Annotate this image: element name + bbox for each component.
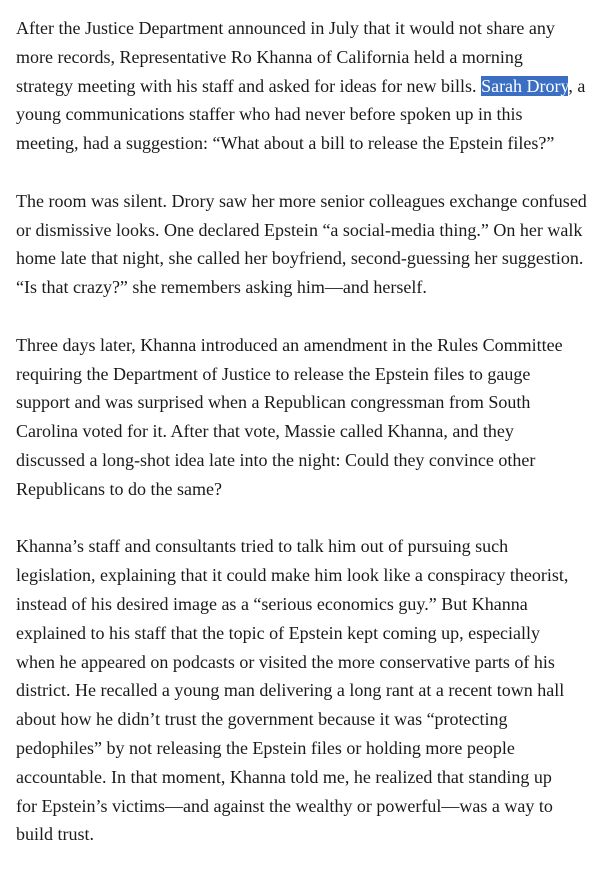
paragraph-4 bbox=[16, 532, 612, 849]
text-line: legislation, explaining that it could make him look like a conspiracy theorist, bbox=[16, 565, 569, 586]
text-line: Khanna’s staff and consultants tried to talk him out of pursuing such bbox=[16, 536, 509, 557]
text-line bbox=[16, 72, 612, 101]
paragraph-1 bbox=[16, 14, 612, 158]
text-segment: strategy meeting with his staff and asked for ideas for new bills. bbox=[16, 75, 477, 96]
text-line: or dismissive looks. One declared Epstein “a social-media thing.” On her walk bbox=[16, 219, 583, 240]
text-line: when he appeared on podcasts or visited the more conservative parts of his bbox=[16, 651, 555, 672]
text-line: accountable. In that moment, Khanna told me, he realized that standing up bbox=[16, 766, 552, 787]
text-line: Three days later, Khanna introduced an amendment in the Rules Committee bbox=[16, 334, 563, 355]
text-line: young communications staffer who had never before spoken up in this bbox=[16, 104, 523, 125]
text-line: meeting, had a suggestion: “What about a bill to release the Epstein files?” bbox=[16, 133, 555, 154]
text-line: about how he didn’t trust the government because it was “protecting bbox=[16, 709, 508, 730]
text-line: for Epstein’s victims—and against the wealthy or powerful—was a way to bbox=[16, 795, 553, 816]
text-line: more records, Representative Ro Khanna of California held a morning bbox=[16, 46, 523, 67]
text-line: pedophiles” by not releasing the Epstein files or holding more people bbox=[16, 737, 515, 758]
text-line: instead of his desired image as a “serious economics guy.” But Khanna bbox=[16, 593, 528, 614]
selected-text-highlight[interactable]: Sarah Drory bbox=[481, 75, 569, 96]
text-line: After the Justice Department announced in July that it would not share any bbox=[16, 18, 555, 38]
article-body bbox=[16, 14, 612, 878]
text-line: discussed a long-shot idea late into the night: Could they convince other bbox=[16, 449, 536, 470]
text-line: home late that night, she called her boyfriend, second-guessing her suggestion. bbox=[16, 248, 584, 269]
paragraph-2 bbox=[16, 187, 612, 302]
paragraph-3 bbox=[16, 331, 612, 504]
text-line: “Is that crazy?” she remembers asking him—and herself. bbox=[16, 277, 427, 298]
text-line: explained to his staff that the topic of Epstein kept coming up, especially bbox=[16, 622, 541, 643]
text-line: build trust. bbox=[16, 824, 95, 845]
text-line: Republicans to do the same? bbox=[16, 478, 222, 499]
text-line: Carolina voted for it. After that vote, Massie called Khanna, and they bbox=[16, 421, 514, 442]
text-segment: , a bbox=[568, 75, 586, 96]
text-line: support and was surprised when a Republican congressman from South bbox=[16, 392, 531, 413]
text-line: district. He recalled a young man delivering a long rant at a recent town hall bbox=[16, 680, 565, 701]
text-line: requiring the Department of Justice to release the Epstein files to gauge bbox=[16, 363, 531, 384]
text-line: The room was silent. Drory saw her more senior colleagues exchange confused bbox=[16, 190, 587, 211]
